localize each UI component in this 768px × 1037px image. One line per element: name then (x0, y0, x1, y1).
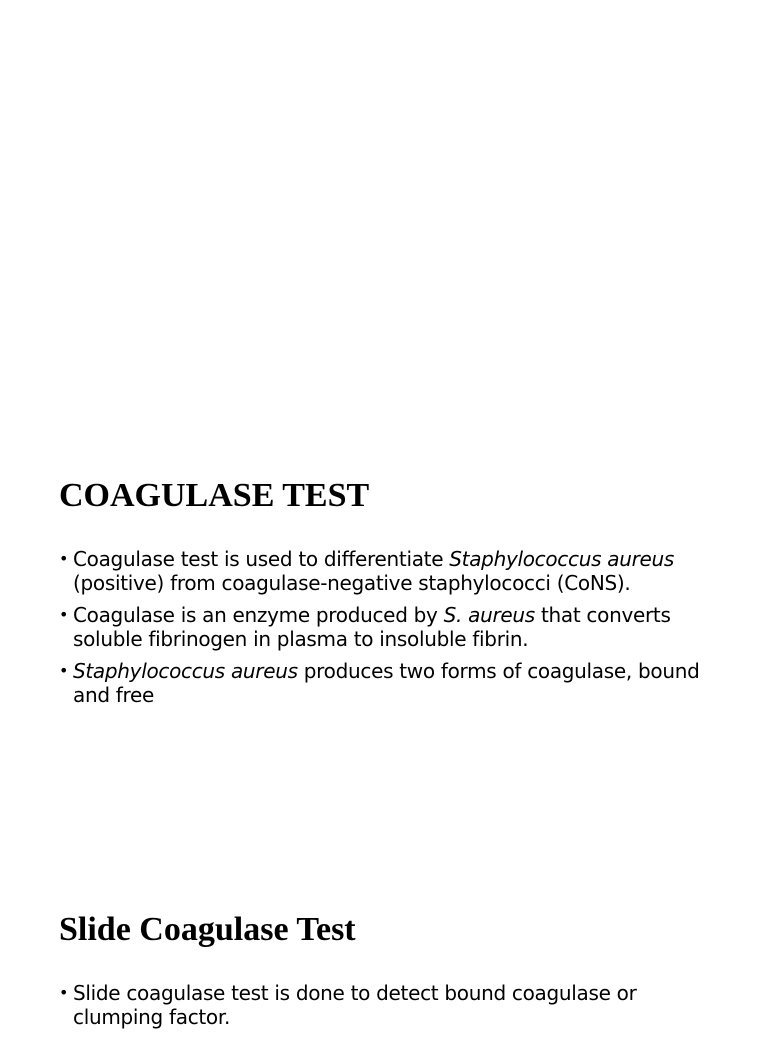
bullet-text-italic: Staphylococcus aureus (73, 659, 298, 683)
bullet-item (59, 659, 719, 707)
bullet-text: produces two forms of coagulase, bound and free (73, 659, 700, 707)
bullet-text: Coagulase test is used to differentiate (73, 547, 450, 571)
bullet-item (59, 547, 719, 595)
section-coagulase-test (59, 474, 719, 715)
bullet-text: that converts soluble fibrinogen in plasma to insoluble fibrin. (73, 603, 671, 651)
section-slide-coagulase-test (59, 908, 719, 1037)
bullet-item (59, 981, 719, 1029)
section-heading: COAGULASE TEST (59, 477, 370, 514)
bullet-text-italic: S. aureus (443, 603, 535, 627)
bullet-item (59, 603, 719, 651)
bullet-text: Slide coagulase test is done to detect bound coagulase or clumping factor. (73, 981, 637, 1029)
section-heading: Slide Coagulase Test (59, 911, 356, 948)
bullet-text: Coagulase is an enzyme produced by (73, 603, 444, 627)
bullet-list (59, 547, 719, 707)
bullet-text-italic: Staphylococcus aureus (449, 547, 675, 571)
bullet-list (59, 981, 719, 1029)
bullet-text: (positive) from coagulase-negative staphylococci (CoNS). (73, 571, 631, 595)
